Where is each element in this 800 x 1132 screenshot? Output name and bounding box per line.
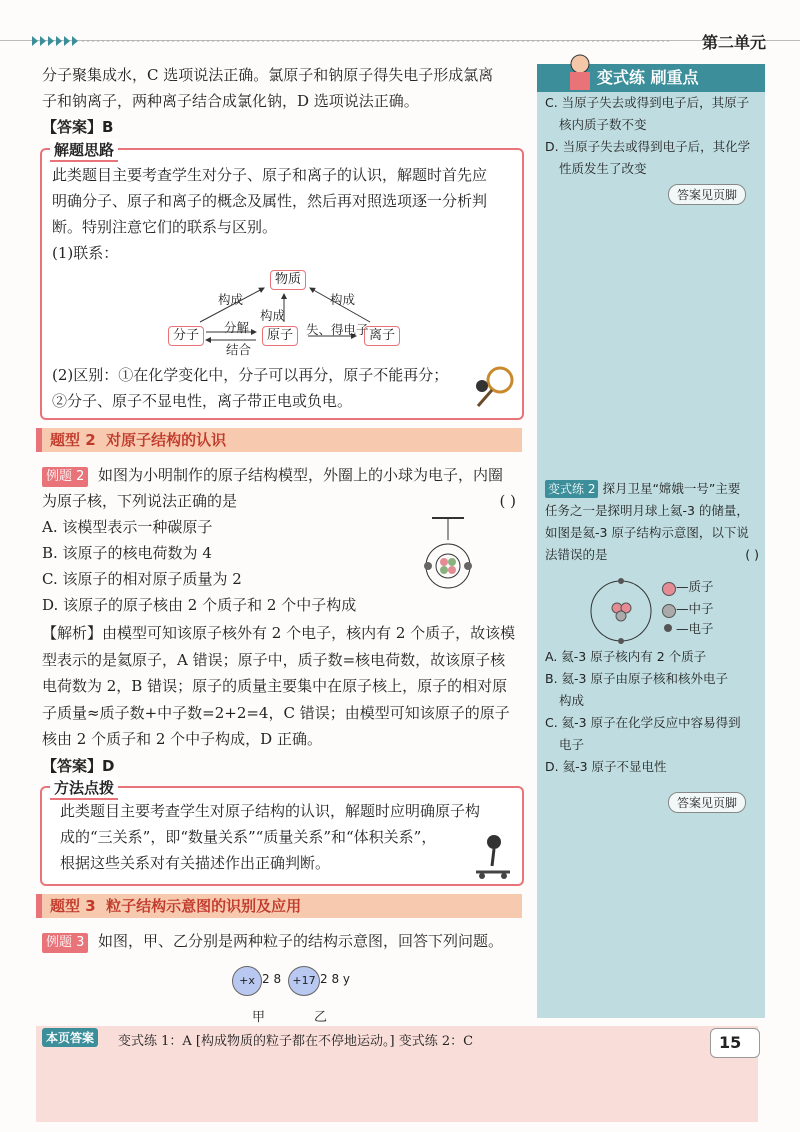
example-3-stem: 如图，甲、乙分别是两种粒子的结构示意图，回答下列问题。 [97,932,503,950]
practice-2-option-b-cont: 构成 [559,693,585,708]
practice-2-options [545,646,759,778]
method-line: 成的“三关系”，即“数量关系”“质量关系”和“体积关系”， [60,828,437,846]
practice-header: 变式练 刷重点 [537,64,765,92]
section-2-header [36,428,522,452]
example-2-stem: 为原子核，下列说法正确的是 [42,492,238,510]
jia-label: 甲 [252,1010,266,1025]
section-2-title: 对原子结构的认识 [106,431,227,449]
footer-answer-tag: 本页答案 [42,1028,98,1047]
practice-2-paren: ( ) [745,547,759,562]
relation-label: (1)联系： [52,244,119,262]
label-combine: 结合 [226,342,252,357]
legend-proton: —质子 [676,579,714,594]
node-atom: 原子 [262,326,298,346]
practice-2-stem: 法错误的是 [545,547,608,562]
magnifier-cartoon-icon [470,364,518,412]
example-2-stem: 如图为小明制作的原子结构模型，外圈上的小球为电子，内圈 [97,466,503,484]
legend-proton-icon [662,582,676,596]
practice-2-option-b: B. 氦-3 原子由原子核和核外电子 [545,671,728,686]
method-title: 方法点拨 [50,777,118,800]
method-line: 此类题目主要考查学生对原子结构的认识，解题时应明确原子构 [60,802,481,820]
section-3-header [36,894,522,918]
see-answer-2: 答案见页脚 [668,792,746,813]
practice-2-stem: 探月卫星“嫦娥一号”主要 [602,481,741,496]
section-2-num: 题型 2 [50,431,96,449]
intro-line: 分子聚集成水，C 选项说法正确。氯原子和钠原子得失电子形成氯离 [42,66,494,84]
label-decompose: 分解 [224,320,250,335]
header-arrows [32,36,672,46]
practice-1-option-d: D. 当原子失去或得到电子后，其化学 [545,139,751,154]
analysis-line: 【解析】由模型可知该原子核外有 2 个电子，核内有 2 个质子，故该模 [42,624,516,642]
legend-electron-icon [664,624,672,632]
practice-2-option-c-cont: 电子 [559,737,585,752]
node-ion: 离子 [364,326,400,346]
option-b: B. 该原子的核电荷数为 4 [42,544,212,562]
section-3-num: 题型 3 [50,897,96,915]
analysis-line: 子质量≈质子数+中子数=2+2=4，C 错误；由模型可知该原子的原子 [42,703,510,722]
label-compose-right: 构成 [330,292,356,307]
helium3-diagram [586,576,656,646]
unit-title: 第二单元 [702,33,767,52]
difference-text [52,362,482,414]
see-answer-1: 答案见页脚 [668,184,746,205]
atom-model-figure [412,512,482,592]
thinking-line: 此类题目主要考查学生对分子、原子和离子的认识，解题时首先应 [52,166,488,184]
yi-shells: 2 8 y [320,972,350,986]
option-a: A. 该模型表示一种碳原子 [42,518,213,536]
diff-line: ②分子、原子不显电性，离子带正电或负电。 [52,392,353,410]
thinking-text [52,162,512,266]
example-3-tag: 例题 3 [42,933,88,953]
answer-2: 【答案】D [42,756,115,775]
practice-2-option-d: D. 氦-3 原子不显电性 [545,759,667,774]
jia-nucleus: +x [232,966,262,996]
label-compose-left: 构成 [218,292,244,307]
diff-line: (2)区别：①在化学变化中，分子可以再分，原子不能再分； [52,366,449,384]
yi-label: 乙 [314,1010,328,1025]
page-number: 15 [710,1028,760,1058]
answer-1: 【答案】B [42,118,114,136]
legend-neutron: —中子 [676,601,714,616]
option-d: D. 该原子的原子核由 2 个质子和 2 个中子构成 [42,596,357,614]
thinking-line: 明确分子、原子和离子的概念及属性，然后再对照选项逐一分析判 [52,192,488,210]
analysis-line: 电荷数为 2，B 错误；原子的质量主要集中在原子核上，原子的相对原 [42,677,508,695]
thinking-title: 解题思路 [50,139,118,162]
intro-line: 子和钠离子，两种离子结合成氯化钠，D 选项说法正确。 [42,92,419,110]
example-2-paren: ( ) [499,492,516,510]
footer-answer-text: 变式练 1：A [构成物质的粒子都在不停地运动。] 变式练 2：C [118,1034,474,1049]
practice-2-option-a: A. 氦-3 原子核内有 2 个质子 [545,649,707,664]
practice-2 [545,478,759,566]
thinking-line: 断。特别注意它们的联系与区别。 [52,218,278,236]
example-3 [42,928,522,954]
node-matter: 物质 [270,270,306,290]
practice-2-stem: 任务之一是探明月球上氦-3 的储量， [545,503,749,518]
legend-electron: —电子 [676,621,714,636]
practice-1-options [545,92,759,180]
intro-text [42,62,522,140]
method-line: 根据这些关系对有关描述作出正确判断。 [60,854,331,872]
option-c: C. 该原子的相对原子质量为 2 [42,570,242,588]
example-2-tag: 例题 2 [42,467,88,487]
method-text [60,798,500,876]
section-3-title: 粒子结构示意图的识别及应用 [106,897,302,915]
label-gain-lose: 失、得电子 [306,322,369,337]
practice-2-tag: 变式练 2 [545,480,598,498]
analysis-line: 核由 2 个质子和 2 个中子构成，D 正确。 [42,730,322,748]
practice-1-option-c: C. 当原子失去或得到电子后，其原子 [545,95,750,110]
practice-1-option-d-cont: 性质发生了改变 [559,161,647,176]
mascot-icon [560,50,600,92]
practice-1-option-c-cont: 核内质子数不变 [559,117,647,132]
yi-nucleus: +17 [288,966,320,996]
analysis-line: 型表示的是氦原子，A 错误；原子中，质子数=核电荷数，故该原子核 [42,650,506,669]
node-molecule: 分子 [168,326,204,346]
skateboard-cartoon-icon [470,832,516,880]
practice-2-stem: 如图是氦-3 原子结构示意图，以下说 [545,525,749,540]
example-2-analysis [42,620,524,779]
jia-shells: 2 8 [262,972,282,986]
practice-2-option-c: C. 氦-3 原子在化学反应中容易得到 [545,715,741,730]
label-compose-mid: 构成 [260,308,286,323]
legend-neutron-icon [662,604,676,618]
